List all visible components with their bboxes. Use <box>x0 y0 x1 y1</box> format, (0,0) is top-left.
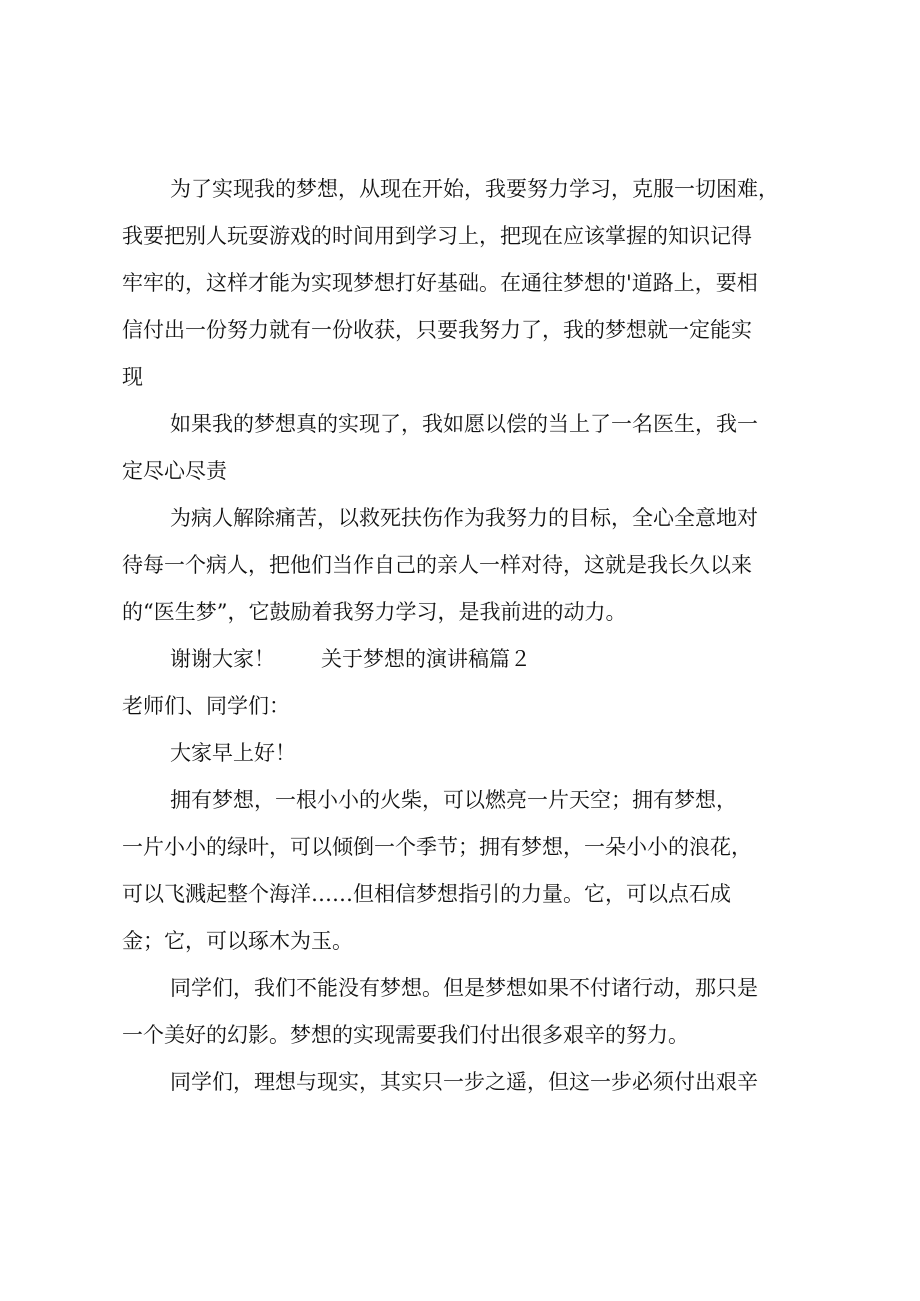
paragraph-line: 同学们，理想与现实，其实只一步之遥，但这一步必须付出艰辛 <box>170 1070 758 1094</box>
paragraph-line: 信付出一份努力就有一份收获，只要我努力了，我的梦想就一定能实 <box>122 318 752 342</box>
greeting-line: 大家早上好！ <box>170 741 296 765</box>
paragraph-line: 的“医生梦”，它鼓励着我努力学习，是我前进的动力。 <box>122 600 627 624</box>
thanks-and-title-line <box>122 636 822 683</box>
paragraph-line: 我要把别人玩耍游戏的时间用到学习上，把现在应该掌握的知识记得 <box>122 224 752 248</box>
paragraph-line: 现 <box>122 365 143 389</box>
paragraph-line: 一片小小的绿叶，可以倾倒一个季节；拥有梦想，一朵小小的浪花， <box>122 835 752 859</box>
paragraph-line: 如果我的梦想真的实现了，我如愿以偿的当上了一名医生，我一 <box>170 412 758 436</box>
thanks-text: 谢谢大家！ <box>170 647 275 671</box>
paragraph-line: 待每一个病人，把他们当作自己的亲人一样对待，这就是我长久以来 <box>122 553 752 577</box>
paragraph-line: 金；它，可以琢木为玉。 <box>122 929 353 953</box>
paragraph-line: 为病人解除痛苦，以救死扶伤作为我努力的目标，全心全意地对 <box>170 506 758 530</box>
section-title: 关于梦想的演讲稿篇２ <box>321 647 531 671</box>
paragraph-line: 同学们，我们不能没有梦想。但是梦想如果不付诸行动，那只是 <box>170 976 758 1000</box>
paragraph-line: 一个美好的幻影。梦想的实现需要我们付出很多艰辛的努力。 <box>122 1023 689 1047</box>
paragraph-line: 为了实现我的梦想，从现在开始，我要努力学习，克服一切困难， <box>170 177 779 201</box>
paragraph-line: 牢牢的，这样才能为实现梦想打好基础。在通往梦想的'道路上，要相 <box>122 271 758 295</box>
paragraph-line: 可以飞溅起整个海洋……但相信梦想指引的力量。它，可以点石成 <box>122 882 731 906</box>
paragraph-line: 拥有梦想，一根小小的火柴，可以燃亮一片天空；拥有梦想， <box>170 788 737 812</box>
document-body <box>122 166 822 1106</box>
salutation-line: 老师们、同学们： <box>122 694 290 718</box>
paragraph-line: 定尽心尽责 <box>122 459 227 483</box>
